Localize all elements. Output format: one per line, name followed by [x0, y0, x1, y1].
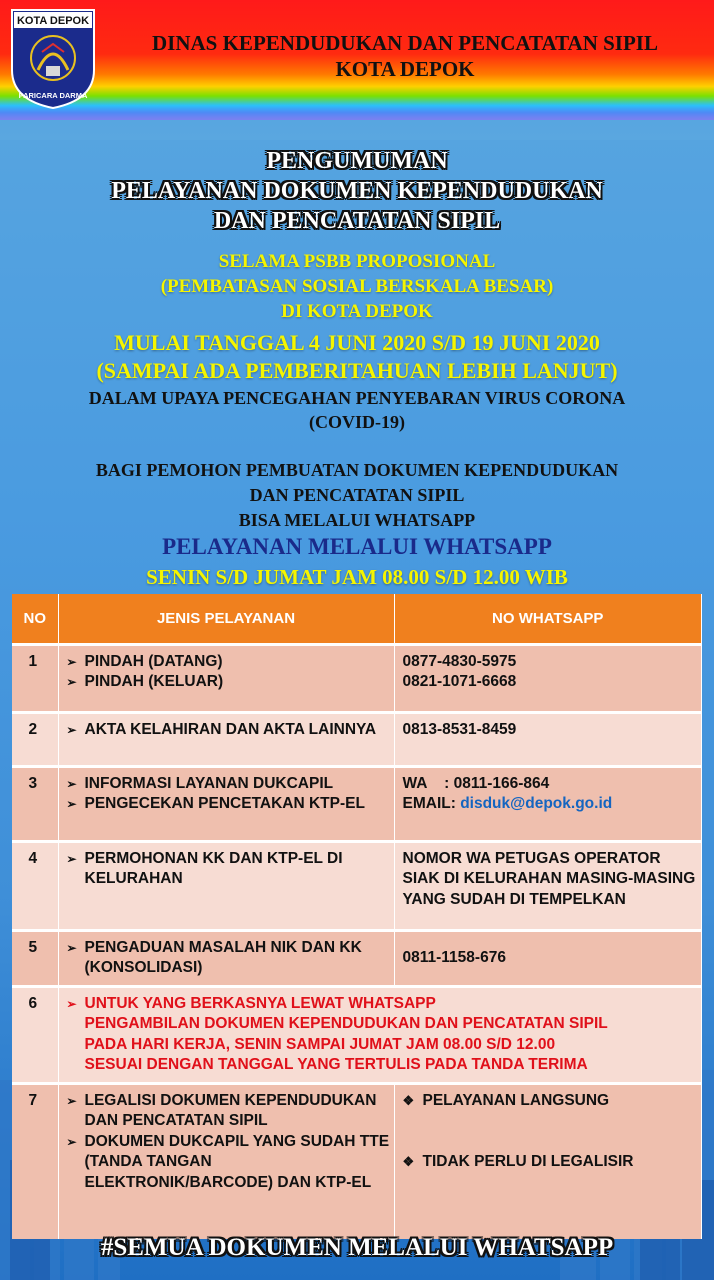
header-fade: [0, 100, 714, 140]
row-contacts: [394, 930, 702, 986]
kota-depok-logo: [8, 8, 98, 110]
service-item: ➢ PENGADUAN MASALAH NIK DAN KK (KONSOLIDASI): [67, 938, 390, 979]
applicants-line-3: BISA MELALUI WHATSAPP: [238, 510, 476, 530]
row-services: [58, 1083, 394, 1239]
row-services: [58, 841, 394, 930]
whatsapp-service-title: PELAYANAN MELALUI WHATSAPP: [162, 534, 552, 559]
row-no: 5: [12, 930, 58, 986]
contact-note: NOMOR WA PETUGAS OPERATOR SIAK DI KELURAHAN MASING-MASING YANG SUDAH DI TEMPELKAN: [402, 849, 696, 908]
row-note: [58, 986, 702, 1083]
table-row: [12, 1083, 702, 1239]
row-contacts: [394, 712, 702, 766]
announcement-heading: [0, 146, 714, 236]
footer-hashtag: #SEMUA DOKUMEN MELALUI WHATSAPP: [100, 1234, 614, 1261]
header-no: NO: [12, 594, 58, 644]
date-line-2: (SAMPAI ADA PEMBERITAHUAN LEBIH LANJUT): [96, 358, 618, 383]
header-title-line1: DINAS KEPENDUDUKAN DAN PENCATATAN SIPIL: [152, 31, 658, 55]
contact-note: ❖ TIDAK PERLU DI LEGALISIR: [403, 1152, 698, 1173]
covid-line-2: (COVID-19): [309, 412, 405, 432]
applicants-line-2: DAN PENCATATAN SIPIL: [249, 485, 465, 505]
email-label: EMAIL:: [402, 795, 461, 812]
row-contacts: [394, 841, 702, 930]
row-services: [58, 644, 394, 712]
row-contacts: [394, 766, 702, 841]
service-item: ➢ PERMOHONAN KK DAN KTP-EL DI KELURAHAN: [67, 849, 390, 890]
table-row: [12, 766, 702, 841]
psbb-line-1: SELAMA PSBB PROPOSIONAL: [218, 251, 496, 272]
row-services: [58, 712, 394, 766]
contact-number[interactable]: 0821-1071-6668: [402, 673, 517, 690]
heading-line-3: DAN PENCATATAN SIPIL: [213, 208, 501, 234]
service-hours: SENIN S/D JUMAT JAM 08.00 S/D 12.00 WIB: [146, 565, 568, 589]
row-contacts: [394, 1083, 702, 1239]
note-line: PENGAMBILAN DOKUMEN KEPENDUDUKAN DAN PENCATATAN SIPIL: [84, 1015, 608, 1032]
row-contacts: [394, 644, 702, 712]
table-header-row: [12, 594, 702, 644]
service-item: ➢ LEGALISI DOKUMEN KEPENDUDUKAN DAN PENCATATAN SIPIL: [67, 1091, 390, 1132]
header-whatsapp: NO WHATSAPP: [394, 594, 702, 644]
row-no: 3: [12, 766, 58, 841]
logo-text-top: KOTA DEPOK: [16, 15, 90, 27]
header-title-line2: KOTA DEPOK: [335, 57, 475, 81]
table-row: [12, 841, 702, 930]
service-item: ➢ PENGECEKAN PENCETAKAN KTP-EL: [67, 794, 390, 815]
note-line: ➢ UNTUK YANG BERKASNYA LEWAT WHATSAPP: [67, 994, 698, 1015]
table-row: [12, 930, 702, 986]
contact-number[interactable]: 0813-8531-8459: [402, 720, 517, 738]
psbb-block: [0, 249, 714, 324]
row-no: 2: [12, 712, 58, 766]
heading-line-2: PELAYANAN DOKUMEN KEPENDUDUKAN: [111, 178, 603, 204]
contact-number[interactable]: 0811-1158-676: [402, 948, 506, 966]
row-no: 1: [12, 644, 58, 712]
services-table: [12, 594, 702, 1239]
email-link[interactable]: disduk@depok.go.id: [460, 795, 613, 812]
row-services: [58, 766, 394, 841]
date-line-1: MULAI TANGGAL 4 JUNI 2020 S/D 19 JUNI 2020: [114, 330, 600, 355]
note-line: SESUAI DENGAN TANGGAL YANG TERTULIS PADA TANDA TERIMA: [84, 1056, 588, 1073]
covid-block: [0, 386, 714, 434]
applicants-block: [0, 458, 714, 533]
contact-number[interactable]: WA : 0811-166-864: [402, 774, 550, 792]
header-service: JENIS PELAYANAN: [58, 594, 394, 644]
row-no: 7: [12, 1083, 58, 1239]
heading-line-1: PENGUMUMAN: [266, 148, 448, 174]
date-block: [0, 329, 714, 385]
row-no: 4: [12, 841, 58, 930]
table-row: [12, 986, 702, 1083]
row-services: [58, 930, 394, 986]
service-item: ➢ AKTA KELAHIRAN DAN AKTA LAINNYA: [67, 720, 390, 741]
table-row: [12, 644, 702, 712]
table-row: [12, 712, 702, 766]
service-item: ➢ DOKUMEN DUKCAPIL YANG SUDAH TTE (TANDA TANGAN ELEKTRONIK/BARCODE) DAN KTP-EL: [67, 1132, 390, 1194]
service-item: ➢ PINDAH (KELUAR): [67, 672, 390, 693]
contact-number[interactable]: 0877-4830-5975: [402, 652, 517, 670]
service-item: ➢ INFORMASI LAYANAN DUKCAPIL: [67, 774, 390, 795]
psbb-line-2: (PEMBATASAN SOSIAL BERSKALA BESAR): [160, 276, 554, 297]
contact-note: ❖ PELAYANAN LANGSUNG: [403, 1091, 698, 1112]
covid-line-1: DALAM UPAYA PENCEGAHAN PENYEBARAN VIRUS CORONA: [88, 388, 626, 408]
applicants-line-1: BAGI PEMOHON PEMBUATAN DOKUMEN KEPENDUDUKAN: [95, 460, 619, 480]
note-line: PADA HARI KERJA, SENIN SAMPAI JUMAT JAM 08.00 S/D 12.00: [84, 1035, 556, 1053]
psbb-line-3: DI KOTA DEPOK: [281, 301, 433, 322]
header-title: [100, 30, 710, 82]
contact-email-row: [403, 794, 698, 815]
service-item: ➢ PINDAH (DATANG): [67, 652, 390, 673]
row-no: 6: [12, 986, 58, 1083]
logo-text-bottom: PARICARA DARMA: [18, 91, 88, 100]
